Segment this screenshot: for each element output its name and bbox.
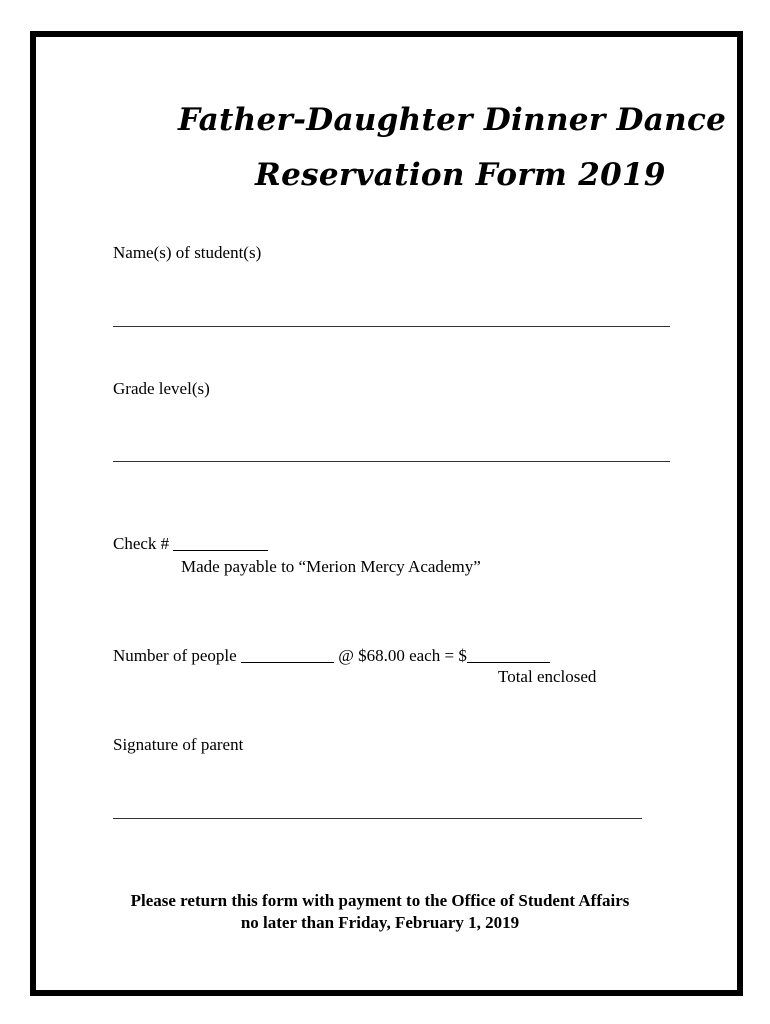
student-names-label: Name(s) of student(s): [113, 243, 262, 262]
total-amount-blank[interactable]: [467, 648, 550, 663]
form-title-line1: Father-Daughter Dinner Dance: [178, 102, 727, 138]
people-count-blank[interactable]: [241, 648, 334, 663]
grade-level-label: Grade level(s): [113, 379, 210, 398]
grade-level-line[interactable]: [113, 461, 670, 462]
check-number-label: Check #: [113, 534, 170, 553]
check-number-row: [113, 534, 268, 554]
price-text: @ $68.00 each = $: [338, 646, 467, 665]
footer-instructions-line2: no later than Friday, February 1, 2019: [240, 913, 520, 932]
people-count-row: [113, 646, 550, 666]
signature-line[interactable]: [113, 818, 642, 819]
total-enclosed-label: Total enclosed: [498, 667, 597, 686]
check-payable-note: Made payable to “Merion Mercy Academy”: [181, 557, 481, 576]
check-number-blank[interactable]: [173, 536, 268, 551]
footer-instructions-line1: Please return this form with payment to the Office of Student Affairs: [130, 891, 630, 910]
student-names-line[interactable]: [113, 326, 670, 327]
signature-label: Signature of parent: [113, 735, 244, 754]
people-count-label: Number of people: [113, 646, 237, 665]
form-title-line2: Reservation Form 2019: [255, 157, 666, 193]
